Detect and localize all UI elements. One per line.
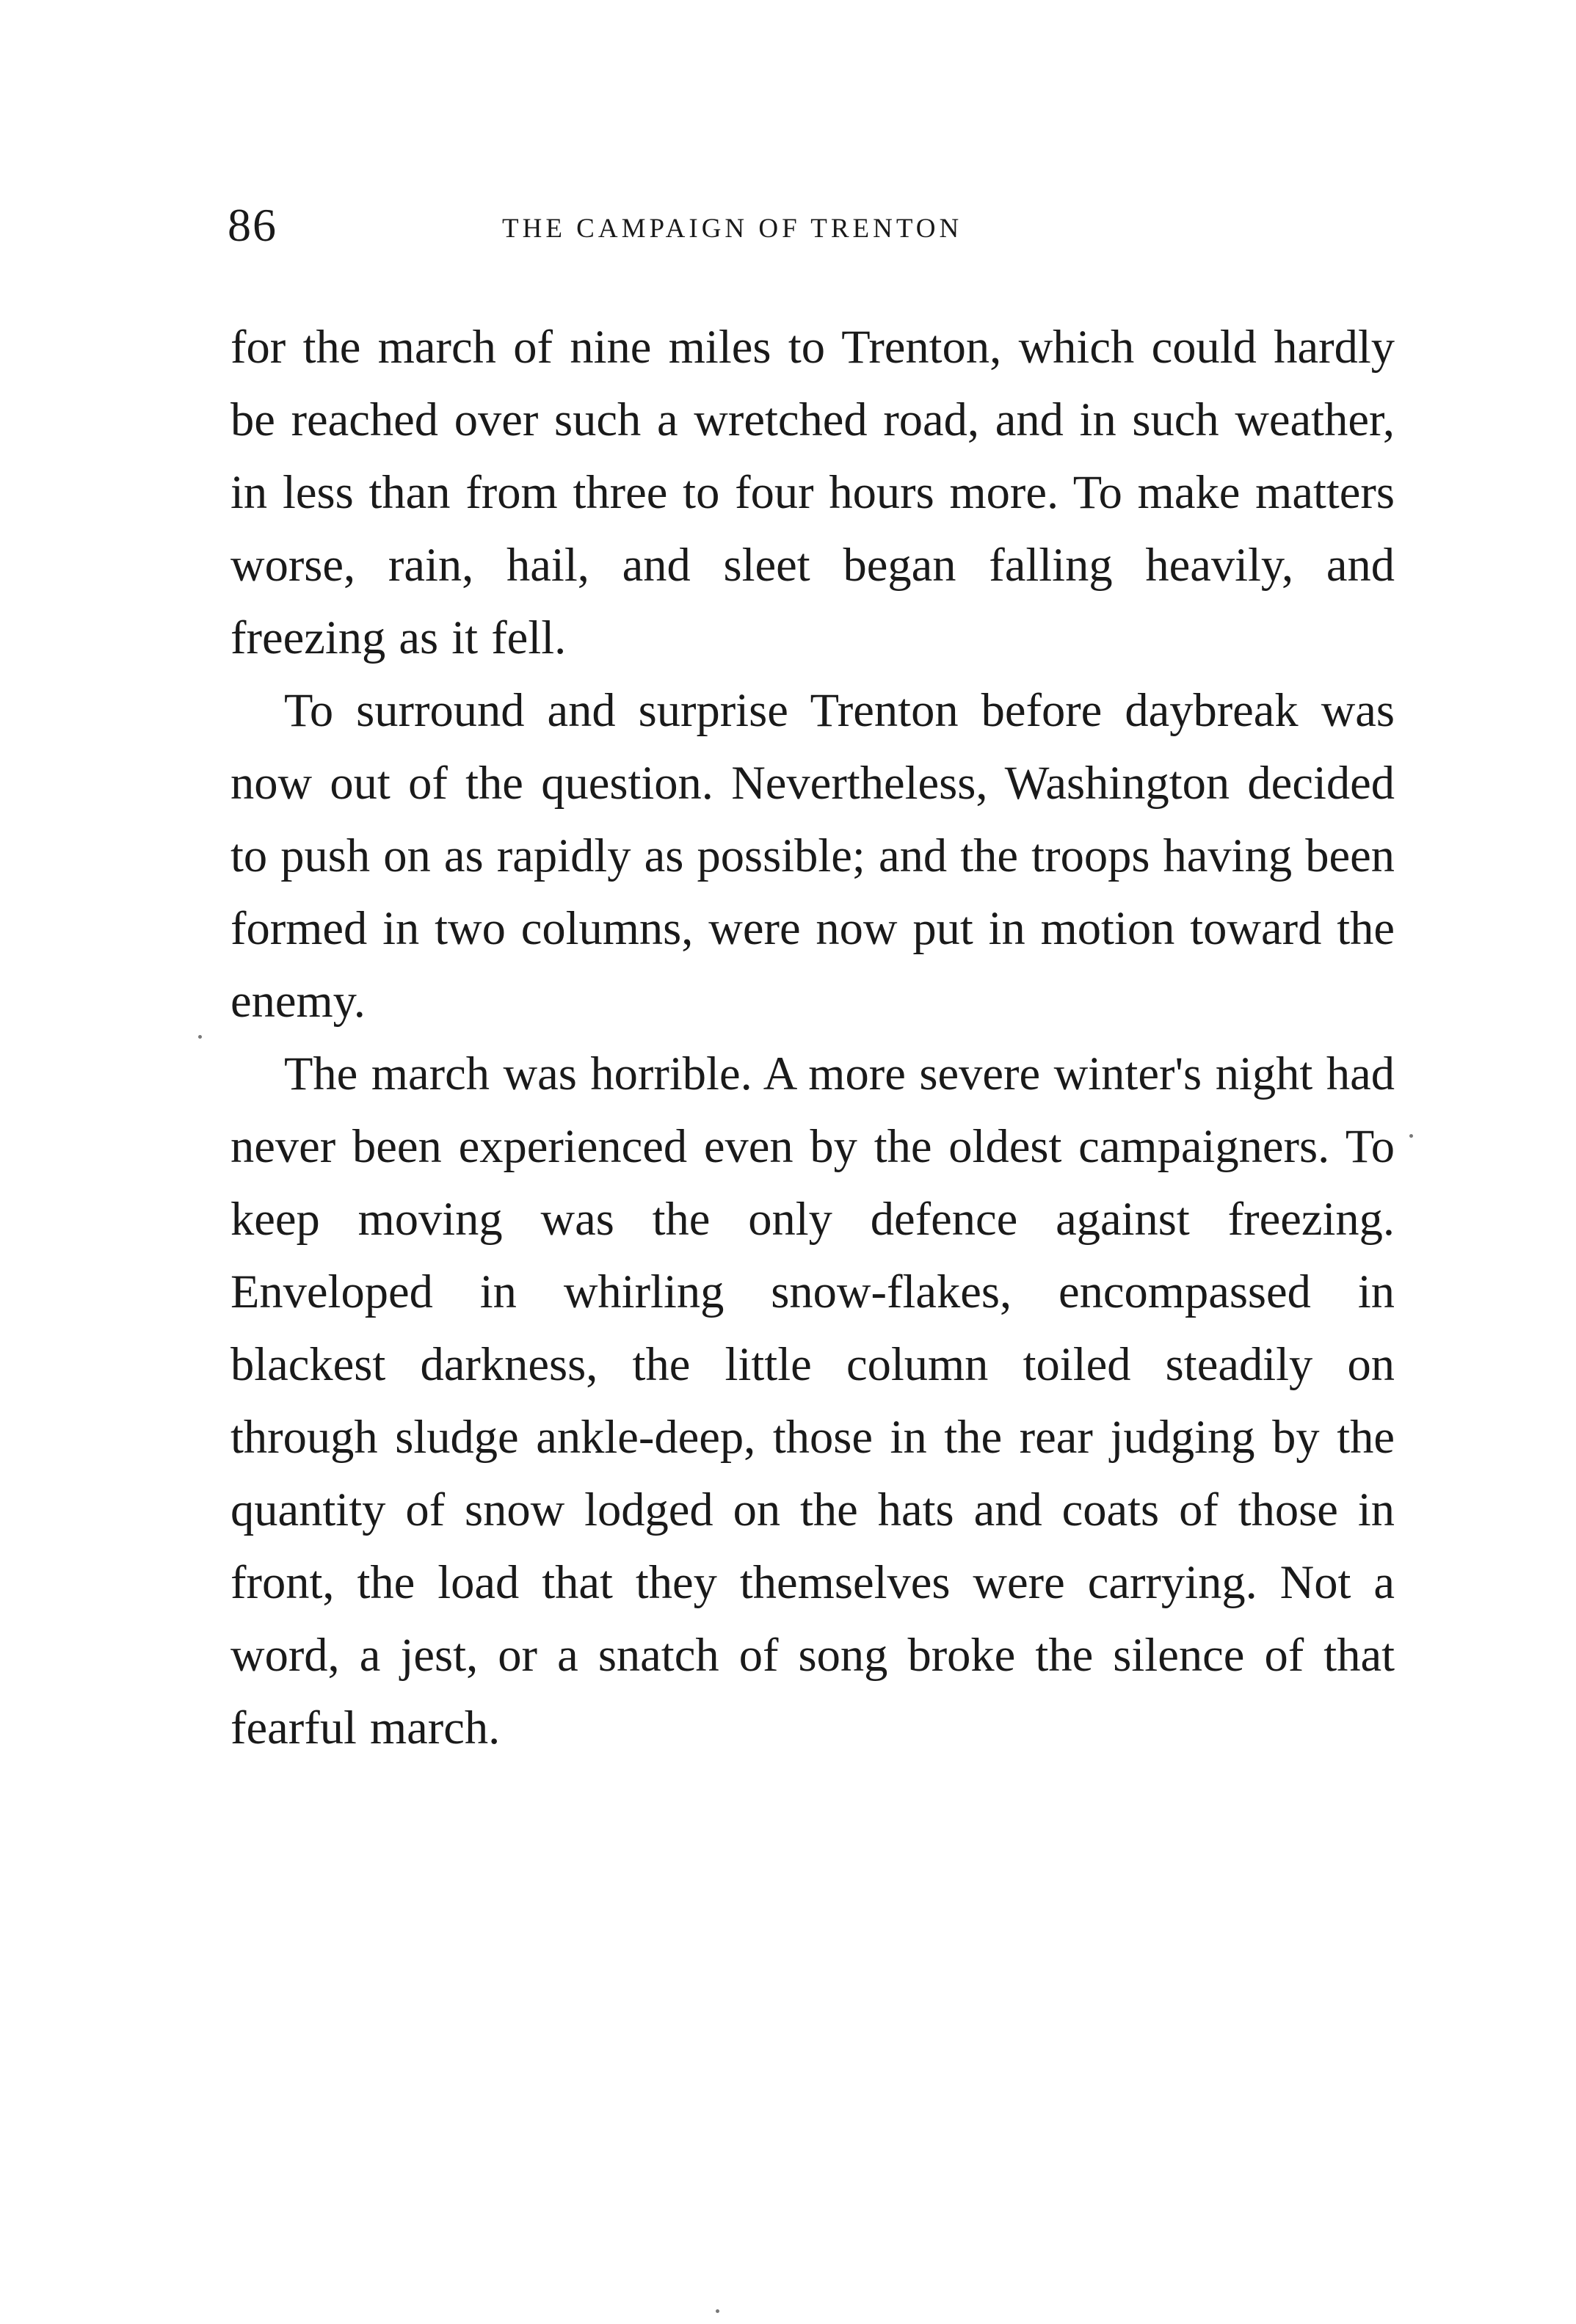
body-text bbox=[230, 311, 1395, 1764]
paragraph: To surround and surprise Trenton before daybreak was now out of the question. Nevertheless, Washington decided to push on as rapidly as possible; and the troops having been formed in two columns, were now put in motion toward the enemy. bbox=[230, 684, 1395, 1027]
paragraph: The march was horrible. A more severe winter's night had never been experienced even by the oldest campaigners. To keep moving was the only defence against freezing. Enveloped in whirling snow-flakes, encompassed in blackest darkness, the little column toiled steadily on through sludge ankle-deep, those in the rear judging by the quantity of snow lodged on the hats and coats of those in front, the load that they themselves were carrying. Not a word, a jest, or a snatch of song broke the silence of that fearful march. bbox=[230, 1047, 1395, 1754]
print-speck bbox=[716, 2309, 719, 2313]
running-head bbox=[228, 192, 1395, 258]
print-speck bbox=[198, 1035, 202, 1039]
paragraph-continued: for the march of nine miles to Trenton, which could hardly be reached over such a wretched road, and in such weather, in less than from three to four hours more. To make matters worse, rain, hail, and sleet began falling heavily, and freezing as it fell. bbox=[230, 321, 1395, 664]
book-title: THE CAMPAIGN OF TRENTON bbox=[502, 214, 963, 244]
page-number: 86 bbox=[228, 199, 277, 251]
print-speck bbox=[1409, 1134, 1413, 1138]
